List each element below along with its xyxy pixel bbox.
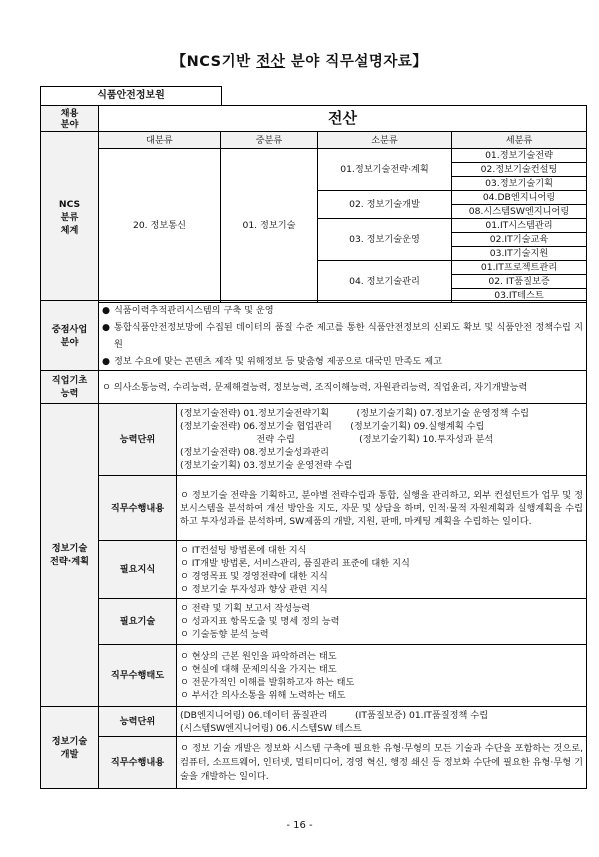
detail-class: 04.DB엔지니어링 <box>452 191 587 205</box>
job-table <box>40 300 587 789</box>
detail-class: 08.시스템SW엔지니어링 <box>452 205 587 219</box>
row-label: 능력단위 <box>99 707 177 737</box>
header-major: 대분류 <box>99 132 221 149</box>
basic-ability-text: ㅇ 의사소통능력, 수리능력, 문제해결능력, 정보능력, 조직이해능력, 자원관리능력, 직업윤리, 자기개발능력 <box>99 371 587 404</box>
row-label: 직무수행내용 <box>99 737 177 789</box>
row-content: (정보기술전략) 01.정보기술전략기획 (정보기술기획) 07.정보기술 운영정책 수립 (정보기술전략) 06.정보기술 협업관리 (정보기술기획) 09.실행계획 수립 전략 수립 (정보기술기획) 10.투자성과 분석 (정보기술전략) 08.정보기술성과관리 (정보기술기획) 03.정보기술 운영전략 수립 <box>177 404 587 476</box>
row-label: 필요지식 <box>99 541 177 599</box>
detail-class: 01.IT프로젝트관리 <box>452 261 587 275</box>
minor-class: 04. 정보기술관리 <box>318 261 452 303</box>
header-minor: 소분류 <box>318 132 452 149</box>
section-label: 정보기술 전략·계획 <box>41 404 99 707</box>
row-label: 직무수행태도 <box>99 645 177 707</box>
detail-class: 02.IT기술교육 <box>452 233 587 247</box>
key-business-label: 중점사업 분야 <box>41 301 99 371</box>
ncs-label: NCS 분류 체계 <box>41 132 99 303</box>
row-content: ㅇ 현상의 근본 원인을 파악하려는 태도 ㅇ 현실에 대해 문제의식을 가지는 태도 ㅇ 전문가적인 이해를 발휘하고자 하는 태도 ㅇ 부서간 의사소통을 위해 노력하는 태도 <box>177 645 587 707</box>
detail-class: 01.IT시스템관리 <box>452 219 587 233</box>
key-business-content <box>99 301 587 371</box>
detail-class: 02. IT품질보증 <box>452 275 587 289</box>
detail-class: 03.정보기술기획 <box>452 177 587 191</box>
hire-value: 전산 <box>99 106 587 132</box>
minor-class: 02. 정보기술개발 <box>318 191 452 219</box>
title-prefix: 【NCS기반 <box>171 54 257 70</box>
detail-class: 03.IT테스트 <box>452 289 587 303</box>
organization-name: 식품안전정보원 <box>40 86 222 105</box>
document-title <box>0 50 599 71</box>
title-suffix: 분야 직무설명자료】 <box>285 54 428 70</box>
major-class: 20. 정보통신 <box>99 149 221 303</box>
page-number: - 16 - <box>286 820 313 831</box>
key-business-item: ● 식품이력추적관리시스템의 구축 및 운영 <box>102 304 274 316</box>
row-label: 직무수행내용 <box>99 476 177 541</box>
title-underlined: 전산 <box>256 54 286 70</box>
minor-class: 03. 정보기술운영 <box>318 219 452 261</box>
header-detail: 세분류 <box>452 132 587 149</box>
minor-class: 01.정보기술전략·계획 <box>318 149 452 191</box>
detail-class: 01.정보기술전략 <box>452 149 587 163</box>
section-label: 정보기술 개발 <box>41 707 99 789</box>
detail-class: 02.정보기술컨설팅 <box>452 163 587 177</box>
row-content: (DB엔지니어링) 06.데이터 품질관리 (IT품질보증) 01.IT품질정책 수립 (시스템SW엔지니어링) 06.시스템SW 테스트 <box>177 707 587 737</box>
middle-class: 01. 정보기술 <box>221 149 318 303</box>
row-content: ㅇ 정보기술 전략을 기획하고, 분야별 전략수립과 통합, 실행을 관리하고, 외부 컨설턴트가 업무 및 정보시스템을 분석하여 개선 방안을 지도, 자문 및 상담을 하며, 인적·물적 자원계획과 실행계획을 수립하고 투자성과를 분석하며, SW제품의 개발, 지원, 판매, 마케팅 계획을 수립하는 일이다. <box>177 476 587 541</box>
row-label: 필요기술 <box>99 599 177 645</box>
key-business-item: ● 통합식품안전정보망에 수집된 데이터의 품질 수준 제고를 통한 식품안전정보의 신뢰도 확보 및 식품안전 정책수립 지원 <box>102 321 584 350</box>
row-content: ㅇ 정보 기술 개발은 정보화 시스템 구축에 필요한 유형·무형의 모든 기술과 수단을 포함하는 것으로, 컴퓨터, 소프트웨어, 인터넷, 멀티미디어, 경영 혁신, 행정 쇄신 등 정보화 수단에 필요한 유형·무형 기술을 개발하는 일이다. <box>177 737 587 789</box>
detail-class: 03.IT기술지원 <box>452 247 587 261</box>
basic-ability-label: 직업기초 능력 <box>41 371 99 404</box>
row-content: ㅇ 전략 및 기획 보고서 작성능력 ㅇ 성과지표 항목도출 및 명세 정의 능력 ㅇ 기술동향 분석 능력 <box>177 599 587 645</box>
header-middle: 중분류 <box>221 132 318 149</box>
row-label: 능력단위 <box>99 404 177 476</box>
hire-label: 채용 분야 <box>41 106 99 132</box>
row-content: ㅇ IT컨설팅 방법론에 대한 지식 ㅇ IT개발 방법론, 서비스관리, 품질관리 표준에 대한 지식 ㅇ 경영목표 및 경영전략에 대한 지식 ㅇ 정보기술 투자성과 향상 관련 지식 <box>177 541 587 599</box>
ncs-table <box>40 105 587 303</box>
key-business-item: ● 정보 수요에 맞는 콘텐츠 제작 및 위해정보 등 맞춤형 제공으로 대국민 만족도 제고 <box>102 355 442 367</box>
